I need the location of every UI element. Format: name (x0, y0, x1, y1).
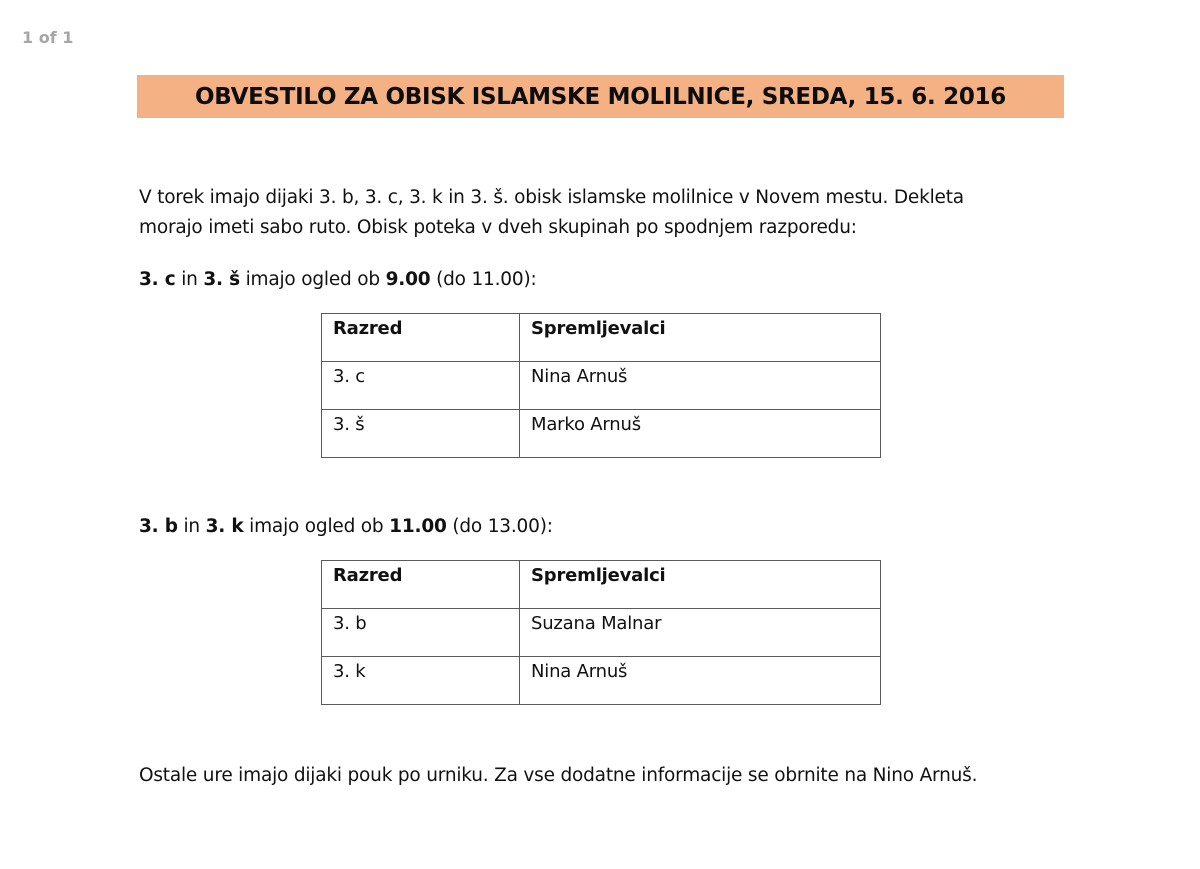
group-1-time: 9.00 (385, 269, 431, 290)
page-indicator: 1 of 1 (22, 28, 74, 47)
cell-escort: Marko Arnuš (520, 410, 881, 458)
group-2-class-a: 3. b (139, 516, 178, 537)
group-1-text-mid: imajo ogled ob (239, 269, 386, 290)
group-1-table (321, 313, 881, 458)
intro-paragraph (139, 183, 964, 243)
table-row (322, 609, 881, 657)
cell-class: 3. c (322, 362, 520, 410)
group-2-heading (139, 512, 553, 542)
cell-escort: Suzana Malnar (520, 609, 881, 657)
table-row (322, 362, 881, 410)
group-2-conj: in (177, 516, 206, 537)
table-header-row (322, 314, 881, 362)
intro-line-1: V torek imajo dijaki 3. b, 3. c, 3. k in 3. š. obisk islamske molilnice v Novem mestu. Dekleta (139, 187, 964, 208)
document-title: OBVESTILO ZA OBISK ISLAMSKE MOLILNICE, SREDA, 15. 6. 2016 (195, 83, 1006, 110)
group-2-text-mid: imajo ogled ob (243, 516, 390, 537)
group-1-conj: in (175, 269, 204, 290)
cell-class: 3. š (322, 410, 520, 458)
group-1-class-a: 3. c (139, 269, 176, 290)
group-1-heading (139, 265, 537, 295)
cell-class: 3. b (322, 609, 520, 657)
group-2-class-b: 3. k (205, 516, 244, 537)
cell-class: 3. k (322, 657, 520, 705)
group-2-time: 11.00 (389, 516, 447, 537)
intro-line-2: morajo imeti sabo ruto. Obisk poteka v dveh skupinah po spodnjem razporedu: (139, 217, 857, 238)
title-banner (137, 75, 1064, 118)
table-row (322, 657, 881, 705)
cell-escort: Nina Arnuš (520, 657, 881, 705)
table-row (322, 410, 881, 458)
header-escort: Spremljevalci (520, 561, 881, 609)
group-2-text-end: (do 13.00): (446, 516, 553, 537)
header-class: Razred (322, 314, 520, 362)
table-header-row (322, 561, 881, 609)
group-2-table (321, 560, 881, 705)
footer-note: Ostale ure imajo dijaki pouk po urniku. Za vse dodatne informacije se obrnite na Nino Arnuš. (139, 765, 978, 786)
group-1-class-b: 3. š (203, 269, 240, 290)
header-escort: Spremljevalci (520, 314, 881, 362)
group-1-text-end: (do 11.00): (430, 269, 537, 290)
header-class: Razred (322, 561, 520, 609)
cell-escort: Nina Arnuš (520, 362, 881, 410)
